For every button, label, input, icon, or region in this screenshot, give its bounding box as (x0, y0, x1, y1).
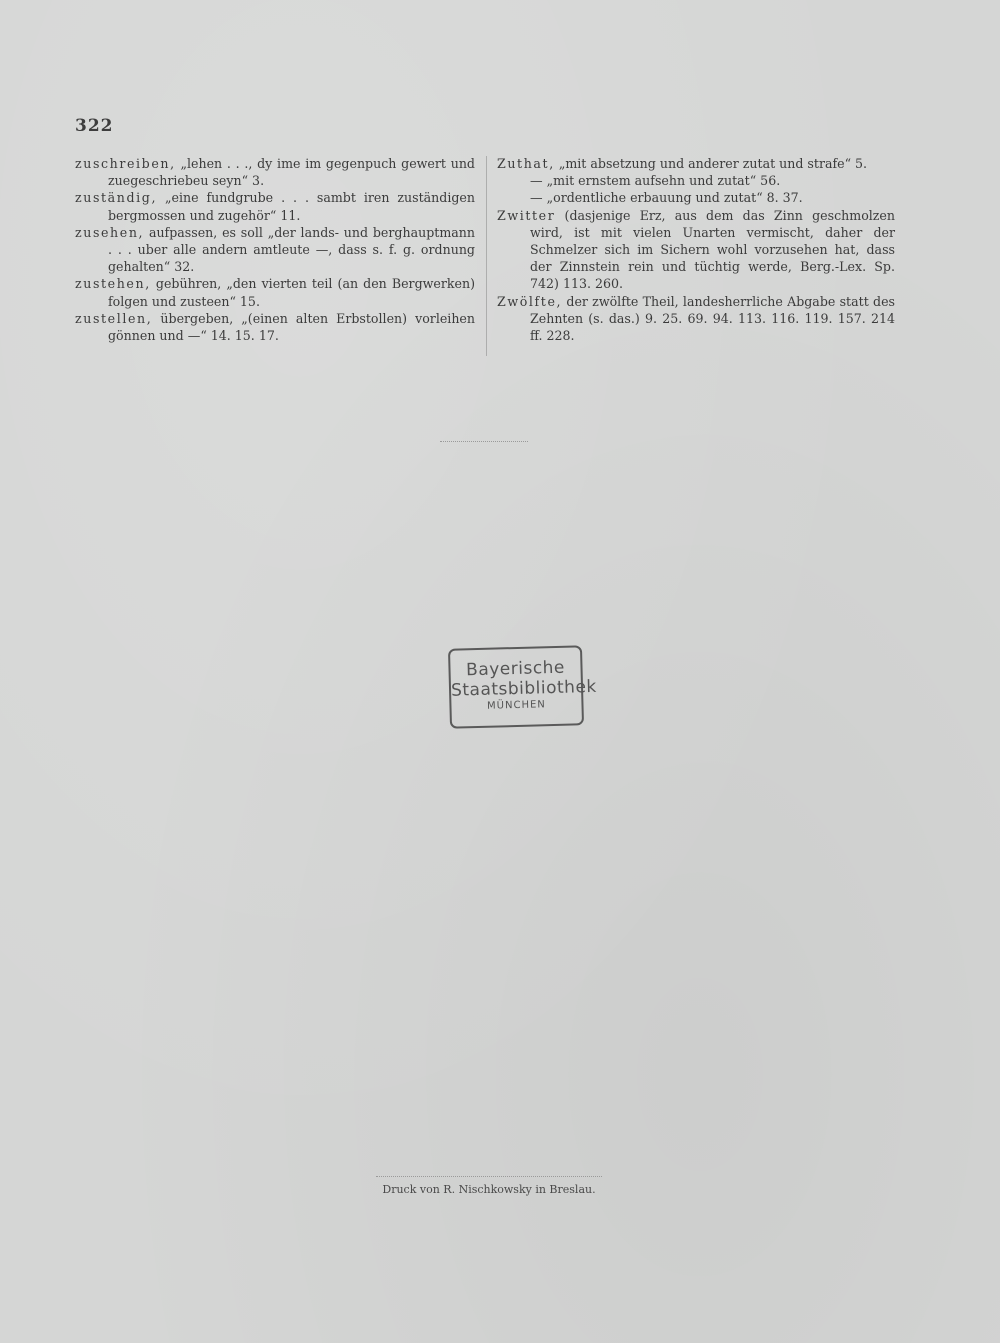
stamp-line-3: MÜNCHEN (486, 699, 546, 712)
stamp-line-1: Bayerische (465, 657, 566, 681)
entry-keyword: Zwölfte, (497, 293, 563, 309)
entry-keyword: zustehen, (75, 276, 151, 292)
entry-zuschreiben (75, 155, 475, 189)
entry-text: aufpassen, es soll „der lands- und berghauptmann . . . uber alle andern amtleute —, dass s. f. g. ordnung gehalten“ 32. (108, 224, 475, 275)
right-column (497, 155, 895, 344)
entry-text: (dasjenige Erz, aus dem das Zinn geschmolzen wird, ist mit vielen Unarten vermischt, daher der Schmelzer sich im Sichern wohl vorzusehen hat, dass der Zinnstein rein und tüchtig werde, Berg.-Lex. Sp. 742) 113. 260. (530, 207, 895, 292)
entry-text: übergeben, „(einen alten Erbstollen) vorleihen gönnen und —“ 14. 15. 17. (108, 310, 475, 344)
printer-imprint: Druck von R. Nischkowsky in Breslau. (382, 1183, 596, 1196)
column-divider (486, 156, 487, 356)
entry-text: — „mit ernstem aufsehn und zutat“ 56. (530, 173, 781, 189)
entry-zustellen (75, 310, 475, 344)
entry-zustaendig (75, 189, 475, 223)
entry-keyword: Zwitter (497, 207, 556, 223)
entry-keyword: Zuthat, (497, 156, 555, 171)
entry-text: gebühren, „den vierten teil (an den Bergwerken) folgen und zusteen“ 15. (108, 276, 475, 309)
page-number: 322 (75, 116, 114, 136)
entry-text: — „ordentliche erbauung und zutat“ 8. 37. (530, 190, 803, 206)
entry-zwoelfte (497, 293, 895, 345)
entry-keyword: zusehen, (75, 224, 145, 240)
entry-keyword: zuständig, (75, 190, 158, 206)
entry-zwitter (497, 207, 895, 293)
entry-zuthat-sub-1 (497, 172, 895, 189)
entry-zusehen (75, 224, 475, 276)
entry-text: „lehen . . ., dy ime im gegenpuch gewert und zuegeschriebeu seyn“ 3. (108, 156, 475, 189)
entry-keyword: zustellen, (75, 310, 153, 326)
section-divider (440, 441, 528, 444)
entry-text: „eine fundgrube . . . sambt iren zuständigen bergmossen und zugehör“ 11. (108, 190, 475, 223)
entry-keyword: zuschreiben, (75, 156, 176, 171)
library-stamp (448, 645, 598, 728)
left-column (75, 155, 475, 344)
imprint-rule (376, 1176, 602, 1177)
entry-zuthat-sub-2 (497, 189, 895, 206)
stamp-line-2: Staatsbibliothek (450, 676, 598, 701)
entry-text: der zwölfte Theil, landesherrliche Abgabe statt des Zehnten (s. das.) 9. 25. 69. 94. 113. 116. 119. 157. 214 ff. 228. (530, 293, 895, 344)
entry-zuthat (497, 155, 895, 172)
entry-zustehen (75, 275, 475, 309)
entry-text: „mit absetzung und anderer zutat und strafe“ 5. (554, 156, 868, 171)
